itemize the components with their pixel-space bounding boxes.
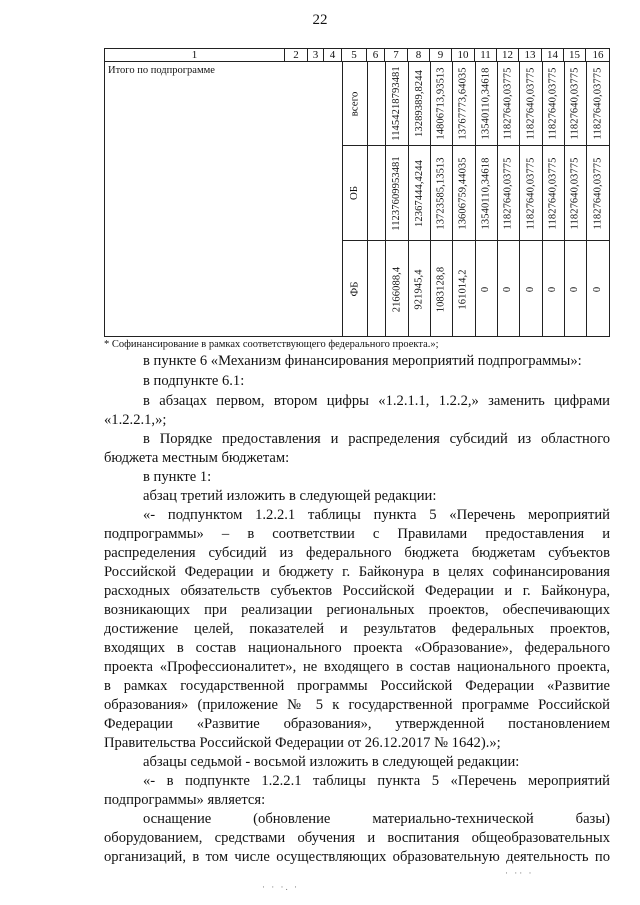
table-cell-fb: 161014,2 (458, 268, 469, 310)
col-header-6: 6 (367, 49, 385, 61)
table-cell-total: 13289389,8244 (413, 70, 425, 137)
table-cell-ob: 11827640,03775 (569, 157, 581, 229)
table-cell-fb: 0 (502, 286, 514, 292)
table-cell-total: 11827640,03775 (547, 67, 559, 140)
table-cell-ob: 11827640,03775 (592, 157, 604, 229)
row-label-fb: ФБ (348, 281, 361, 297)
table-cell-total: 14806713,93513 (435, 67, 447, 140)
table-cell-total: 11827640,03775 (592, 67, 604, 140)
col-header-8: 8 (408, 49, 430, 61)
text-line: «1.2.2.1,»; (104, 412, 167, 428)
quote-line: оснащение (обновление материально-технической базы) (143, 811, 610, 827)
text-line: бюджета местным бюджетам: (104, 450, 290, 466)
col-header-12: 12 (497, 49, 519, 61)
table-cell-ob: 11827640,03775 (525, 157, 537, 229)
quote-line: «- подпунктом 1.2.2.1 таблицы пункта 5 «Перечень мероприятий (143, 507, 610, 523)
quote-line: Российской Федерации и бюджету г. Байконура в целях софинансирования (104, 564, 610, 580)
text-line: в пункте 1: (143, 469, 212, 485)
table-cell-total: 11454218793481 (391, 66, 403, 141)
col-header-5: 5 (342, 49, 367, 61)
quote-line: подпрограммы» – в соответствии с Правилами предоставления и (104, 526, 610, 542)
quote-line: оборудованием, средствами обучения и воспитания общеобразовательных (104, 830, 610, 846)
table-cell-total: 11827640,03775 (525, 67, 537, 140)
quote-line: организаций, в том числе осуществляющих образовательную деятельность по (104, 849, 610, 865)
quote-line: расходных обязательств субъектов Российской Федерации и г. Байконура, (104, 583, 610, 599)
scan-speck: · ·· · (505, 868, 534, 878)
col-header-3: 3 (308, 49, 324, 61)
col-header-4: 4 (324, 49, 342, 61)
quote-line: достижение целей, показателей и результатов федеральных проектов, (104, 621, 610, 637)
quote-line: образования» (приложение № 5 к государственной программе Российской (104, 697, 610, 713)
table-cell-fb: 921945,4 (413, 268, 425, 310)
text-line: в Порядке предоставления и распределения субсидий из областного (143, 431, 610, 447)
text-line: в абзацах первом, втором цифры «1.2.1.1, 1.2.2,» заменить цифрами (143, 393, 610, 409)
table-cell-total: 13767773,64035 (458, 67, 469, 140)
col-header-14: 14 (542, 49, 564, 61)
table-cell-total: 13540110,34618 (480, 67, 492, 140)
table-cell-fb: 2166088,4 (391, 266, 402, 312)
quote-line: Федерации «Развитие образования», утвержденной постановлением (104, 716, 610, 732)
col-header-16: 16 (592, 49, 604, 61)
table-cell-ob: 12367444,4244 (413, 159, 425, 227)
col-header-9: 9 (430, 49, 452, 61)
col-header-13: 13 (519, 49, 542, 61)
table-cell-ob: 13723585,13513 (435, 156, 447, 230)
quote-line: входящих в состав национального проекта «Образование», федерального (104, 640, 610, 656)
table-cell-ob: 13606759,44035 (458, 156, 469, 230)
table-cell-ob: 11827640,03775 (547, 157, 559, 229)
table-cell-fb: 0 (480, 286, 492, 292)
table-footnote: * Софинансирование в рамках соответствующего федерального проекта.»; (104, 339, 439, 350)
col-header-10: 10 (452, 49, 475, 61)
table-cell-fb: 1083128,8 (435, 266, 447, 312)
subprogram-total-label: Итого по подпрограмме (108, 65, 215, 76)
text-line: абзац третий изложить в следующей редакции: (143, 488, 437, 504)
col-header-1: 1 (105, 49, 285, 61)
table-cell-total: 11827640,03775 (502, 67, 514, 140)
table-cell-ob: 11827640,03775 (502, 157, 514, 229)
table-cell-fb: 0 (547, 286, 559, 292)
quote-line: Правительства Российской Федерации от 26.12.2017 № 1642).»; (104, 735, 501, 751)
quote-line: «- в подпункте 1.2.2.1 таблицы пункта 5 «Перечень мероприятий (143, 773, 610, 789)
subprogram-total-table (104, 48, 610, 337)
row-label-total: всего (348, 91, 361, 116)
row-label-ob: ОБ (348, 185, 361, 201)
text-line: абзацы седьмой - восьмой изложить в следующей редакции: (143, 754, 520, 770)
quote-line: распределения субсидий из федерального бюджета бюджетам субъектов (104, 545, 610, 561)
table-cell-total: 11827640,03775 (569, 67, 581, 140)
page-number: 22 (312, 12, 328, 28)
col-header-2: 2 (285, 49, 308, 61)
table-cell-fb: 0 (524, 286, 536, 292)
table-cell-fb: 0 (592, 286, 604, 292)
col-header-7: 7 (385, 49, 408, 61)
table-cell-fb: 0 (569, 286, 581, 292)
text-line: в подпункте 6.1: (143, 373, 245, 389)
table-cell-ob: 11237609953481 (391, 155, 403, 231)
col-header-15: 15 (564, 49, 586, 61)
text-line: в пункте 6 «Механизм финансирования мероприятий подпрограммы»: (143, 353, 582, 369)
quote-line: проекта «Профессионалитет», не входящего в состав национального проекта, (104, 659, 610, 675)
quote-line: в рамках государственной программы Российской Федерации «Развитие (104, 678, 610, 694)
quote-line: подпрограммы» является: (104, 792, 266, 808)
quote-line: возникающих при реализации региональных проектов, обеспечивающих (104, 602, 610, 618)
col-header-11: 11 (475, 49, 497, 61)
scan-speck: · · ·. · (262, 882, 299, 892)
table-cell-ob: 13540110,34618 (480, 157, 492, 229)
